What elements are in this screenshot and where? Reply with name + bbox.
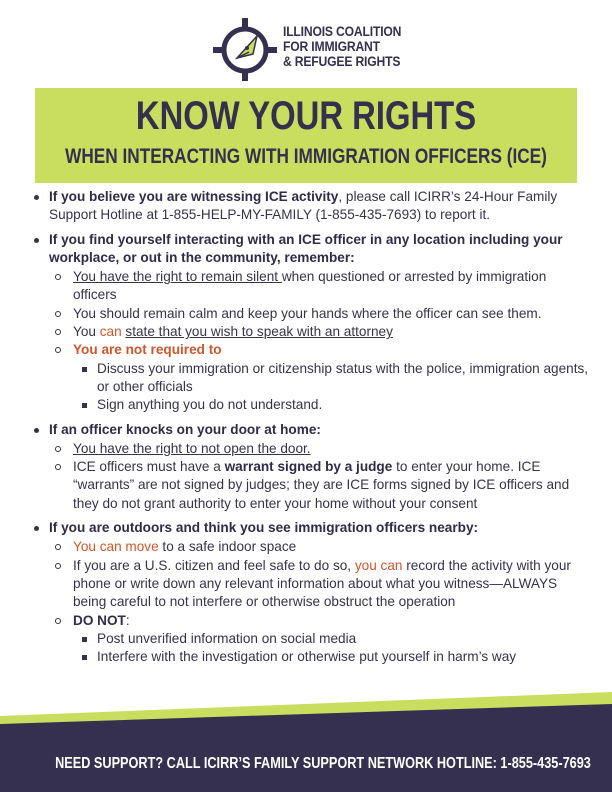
rights-content xyxy=(32,188,592,672)
list-item-remain-silent xyxy=(49,268,592,305)
attorney-prefix: You xyxy=(73,324,100,340)
page-subtitle: WHEN INTERACTING WITH IMMIGRATION OFFICERS (ICE) xyxy=(65,145,547,168)
warrant-prefix: ICE officers must have a xyxy=(73,459,225,475)
record-can: you can xyxy=(354,557,403,573)
list-item-interfere xyxy=(73,648,592,666)
list-item-record xyxy=(49,557,592,612)
hotline-footer: NEED SUPPORT? CALL ICIRR’S FAMILY SUPPORT NETWORK HOTLINE: 1-855-435-7693 xyxy=(55,755,591,772)
logo xyxy=(213,14,413,84)
remain-calm-text: You should remain calm and keep your hands where the officer can see them. xyxy=(73,305,542,321)
logo-line-2: FOR IMMIGRANT xyxy=(283,39,380,54)
sign-anything-text: Sign anything you do not understand. xyxy=(97,397,323,413)
move-text: to a safe indoor space xyxy=(158,539,297,555)
compass-pen-icon xyxy=(213,14,277,82)
list-item-attorney xyxy=(49,323,592,341)
list-item-interacting xyxy=(32,231,592,415)
move-can: You can move xyxy=(73,539,159,555)
logo-line-1: ILLINOIS COALITION xyxy=(283,24,402,39)
do-not-heading: DO NOT xyxy=(73,612,126,628)
list-item-do-not xyxy=(49,612,592,667)
record-text: record the activity with your phone or write down any relevant information about what you witness—ALWAYS being careful to not interfere or otherwise obstruct the operation xyxy=(73,557,571,610)
do-not-sublist xyxy=(73,630,592,667)
not-required-sublist xyxy=(73,360,592,415)
not-open-door-text: You have the right to not open the door. xyxy=(73,440,311,456)
door-sublist xyxy=(49,440,592,513)
discuss-status-text: Discuss your immigration or citizenship status with the police, immigration agents, or other officials xyxy=(97,360,589,394)
logo-wordmark xyxy=(283,24,401,69)
list-item-not-required xyxy=(49,341,592,414)
list-item-discuss-status xyxy=(73,360,592,397)
attorney-text: state that you wish to speak with an attorney xyxy=(125,324,393,340)
witnessing-heading: If you believe you are witnessing ICE activity xyxy=(49,189,339,204)
list-item-witnessing xyxy=(32,188,592,225)
unverified-text: Post unverified information on social media xyxy=(97,630,357,646)
outdoors-sublist xyxy=(49,538,592,666)
remain-silent-rest: when questioned or arrested by immigration officers xyxy=(73,269,547,303)
logo-line-3: & REFUGEE RIGHTS xyxy=(283,54,401,69)
list-item-door xyxy=(32,421,592,513)
interacting-heading: If you find yourself interacting with an ICE officer in any location including your workplace, or out in the community, remember: xyxy=(49,231,563,265)
footer-banner xyxy=(0,690,612,792)
outdoors-heading: If you are outdoors and think you see immigration officers nearby: xyxy=(49,520,479,536)
interfere-text: Interfere with the investigation or otherwise put yourself in harm’s way xyxy=(97,649,517,665)
list-item-sign-anything xyxy=(73,396,592,414)
warrant-text: to enter your home. ICE “warrants” are not signed by judges; they are ICE forms signed by ICE officers and they do not grant authority to enter your home without your consent xyxy=(73,459,570,511)
attorney-can: can xyxy=(99,324,122,340)
list-item-remain-calm xyxy=(49,305,592,323)
list-item-warrant xyxy=(49,458,592,513)
do-not-colon: : xyxy=(125,612,130,628)
warrant-bold: warrant signed by a judge xyxy=(224,459,393,475)
rights-list xyxy=(32,188,592,666)
page-title: KNOW YOUR RIGHTS xyxy=(135,94,477,138)
list-item-unverified xyxy=(73,630,592,648)
interacting-sublist xyxy=(49,268,592,414)
list-item-move xyxy=(49,538,592,556)
list-item-not-open-door xyxy=(49,440,592,458)
not-required-heading: You are not required to xyxy=(73,342,222,358)
door-heading: If an officer knocks on your door at home: xyxy=(49,421,321,437)
record-prefix: If you are a U.S. citizen and feel safe to do so, xyxy=(73,557,355,573)
list-item-outdoors xyxy=(32,519,592,666)
remain-silent-text: You have the right to remain silent xyxy=(73,269,282,285)
witnessing-text: , please call ICIRR’s 24-Hour Family Support Hotline at 1-855-HELP-MY-FAMILY (1-855-435-7693) to report it. xyxy=(49,189,558,223)
